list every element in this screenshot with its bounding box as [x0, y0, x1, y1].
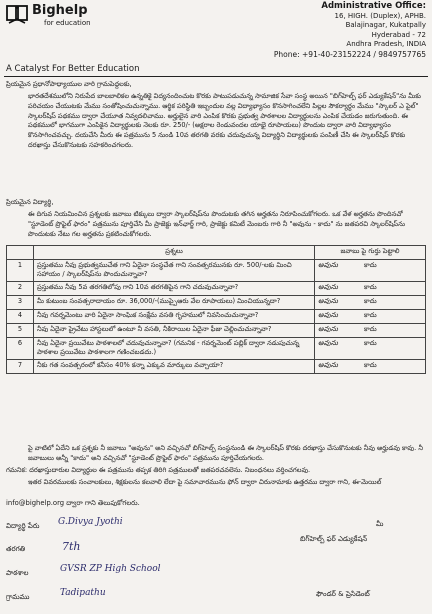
- address-line: Andhra Pradesh, INDIA: [346, 40, 426, 49]
- no-option[interactable]: కాదు: [364, 297, 377, 305]
- address-line: 16, HIGH. (Duplex), APHB.: [334, 11, 426, 20]
- village-field[interactable]: Tadipathu: [60, 588, 106, 598]
- question-text: మీ కుటుంబ సంవత్సరాదాయం రూ. 36,000/-(ముప్పైఆరు వేల రూపాయలు) మించియున్నదా?: [34, 296, 315, 310]
- brand-subtitle: for education: [44, 19, 91, 27]
- question-text: ప్రస్తుతము నీవు 5వ తరగతిలోపు గాని 10వ తరగతిపైన గాని చదువుచున్నావా?: [34, 282, 315, 296]
- row-number: 1: [7, 260, 34, 282]
- yes-option[interactable]: అవును: [318, 311, 338, 319]
- no-option[interactable]: కాదు: [364, 361, 377, 369]
- table-row: [7, 324, 426, 338]
- answer-cell: [315, 310, 426, 324]
- row-number: 3: [7, 296, 34, 310]
- yes-option[interactable]: అవును: [318, 261, 338, 269]
- bighelp-logo-icon: [6, 4, 28, 24]
- row-number: 4: [7, 310, 34, 324]
- answer-cell: [315, 282, 426, 296]
- brand-name: Bighelp: [32, 3, 88, 18]
- yes-option[interactable]: అవును: [318, 297, 338, 305]
- answer-cell: [315, 296, 426, 310]
- contact-paragraph: ఇతర వివరములకు సంచాలకులు, శిక్షకులను కలవాలి లేదా పై సమాచారమును ఫోన్ ద్వారా చిరునామాకు ఉత్తరము ద్వారా గాని, ఈ-మెయిల్: [28, 478, 382, 486]
- yes-option[interactable]: అవును: [318, 283, 338, 291]
- table-row: [7, 360, 426, 374]
- question-text: నీవు ఏదైనా ప్రయివేటు పాఠశాలలో చదువుచున్నావా? (గమనిక - గవర్నమెంట్ పబ్లిక్ ద్వారా నడుపుచున్న పాఠశాల ప్రయివేటు పాఠశాలగా గణించబడదు.): [34, 338, 315, 360]
- contact-email[interactable]: info@bighelp.org ద్వారా గాని తెలుపుకోగలరు.: [6, 499, 140, 507]
- village-label: గ్రామము: [6, 593, 30, 601]
- class-label: తరగతి: [6, 545, 26, 553]
- answer-cell: [315, 360, 426, 374]
- row-number: 5: [7, 324, 34, 338]
- student-name-field[interactable]: G.Divya Jyothi: [58, 517, 123, 527]
- result-paragraph: పై వాటిలో ఏదేని ఒక ప్రశ్నకు నీ జవాబు "అవును" అని వచ్చినచో బిగ్‌హెల్ప్ సంస్థనుండి ఈ స్కాలర్‌షిప్ కొరకు దరఖాస్తు చేసుకొనుటకు నీవు అర్హుడవు కావు. నీ జవాబులు అన్నీ "కాదు" అని వచ్చినచో "స్టూడెంట్ ప్రొఫైల్ ఫారం" పత్రమును పూర్తిచేయగలరు.: [28, 444, 423, 462]
- answer-cell: [315, 260, 426, 282]
- question-text: ప్రస్తుతము నీవు ప్రభుత్వముచేత గాని ఏదైనా సంస్థచేత గాని సంవత్సరమునకు రూ. 500/-లకు మించి సహాయం / స్కాలర్‌షిప్‌ను పొందుచున్నావా?: [34, 260, 315, 282]
- answer-cell: [315, 324, 426, 338]
- phone-numbers: Phone: +91-40-23152224 / 9849757765: [273, 49, 426, 59]
- questions-header: ప్రశ్నలు: [34, 246, 315, 260]
- school-label: పాఠశాల: [6, 569, 29, 577]
- row-number: 2: [7, 282, 34, 296]
- table-row: [7, 260, 426, 282]
- table-row: [7, 296, 426, 310]
- no-option[interactable]: కాదు: [364, 261, 377, 269]
- address-line: Hyderabad - 72: [371, 30, 426, 39]
- row-number: 7: [7, 360, 34, 374]
- question-text: నీవు గవర్నమెంటు వారి ఏదైనా సాంఘిక సంక్షేమ వసతి గృహములో నివసించుచున్నావా?: [34, 310, 315, 324]
- tagline: A Catalyst For Better Education: [6, 64, 140, 74]
- no-option[interactable]: కాదు: [364, 311, 377, 319]
- yes-option[interactable]: అవును: [318, 339, 338, 347]
- note-paragraph: గమనిక: దరఖాస్తుదారుల విద్యార్థుల ఈ పత్రమును తప్పక తిరిగి పత్రములతో జతపరచవలెను. నిబంధనలు వర్తించగలవు.: [6, 466, 311, 474]
- question-text: నీకు గత సంవత్సరంలో కనీసం 40% కన్నా ఎక్కువ మార్కులు వచ్చాయా?: [34, 360, 315, 374]
- answer-header: జవాబు పై గుర్తు పెట్టాలి: [315, 246, 426, 260]
- yes-option[interactable]: అవును: [318, 325, 338, 333]
- answer-cell: [315, 338, 426, 360]
- office-address: [206, 2, 426, 60]
- office-title: Administrative Office:: [321, 1, 426, 11]
- table-row: [7, 282, 426, 296]
- salutation-student: ప్రియమైన విద్యార్థి,: [6, 198, 54, 206]
- instructions-paragraph: ఈ దిగువ నియమించిన ప్రశ్నలకు జవాబు టిక్కులు ద్వారా స్కాలర్‌షిప్‌ను పొందుటకు తగిన అర్హతను నిరూపించుకోగలరు. ఒక వేళ అర్హతను పొందినచో "స్టూడెంట్ ప్రొఫైల్ ఫారం" పత్రమును పూర్తిచేసి మీ ప్రాజెక్టు ఇన్‌ఛార్జ్ గారి, ప్రాజెక్టు కమిటీ మెంబరు గారి నీ "అవును - కాదు" ను జతపరచి స్కాలర్‌షిప్‌ను పొందుటకు నేటు గల అర్హతను ప్రకటించుకోగలరు.: [28, 210, 406, 238]
- class-field[interactable]: 7th: [62, 540, 81, 553]
- serial-header: [7, 246, 34, 260]
- no-option[interactable]: కాదు: [364, 339, 377, 347]
- address-line: Balajinagar, Kukatpally: [345, 21, 426, 30]
- student-name-label: విద్యార్థి పేరు: [6, 522, 40, 530]
- no-option[interactable]: కాదు: [364, 325, 377, 333]
- table-row: [7, 310, 426, 324]
- signoff-organization: బిగ్‌హెల్ప్ ఫర్ ఎడ్యుకేషన్: [300, 535, 368, 543]
- row-number: 6: [7, 338, 34, 360]
- intro-paragraph: భారతదేశములోని నిరుపేద బాలబాలికల ఉన్నతికై విద్యనందించుట కొరకు పాటుపడుచున్న సామాజిక సేవా సంస్థ అయిన "బిగ్‌హెల్ప్ ఫర్ ఎడ్యుకేషన్"ను మీకు పరిచయం చేయుటకు మేము సంతోషించుచున్నాము. ఆర్థిక పరిస్థితి ఇబ్బందుల వల్ల విద్యాభ్యాసం కొనసాగించలేని పిల్లల సౌకర్యార్థం మేము "స్కాలర్ ఎ పైల్" స్కాలర్‌షిప్ పథకము ద్వారా చేయూత నివ్వదలిచాము. అర్హులైన వారి ఎంపిక కొరకు ప్రభుత్వ పాఠశాలల విద్యార్థులను ఎంపిక చేయడం జరుగుతుంది. ఈ పథకములో భాగముగా ఎంపికైన విద్యార్థులకు నెలకు రూ. 250/- (అక్షరాల రెండువందల యాభై రూపాయలు) పొందుట ద్వారా వారి విద్యాభ్యాసం కొనసాగించవచ్చు. దయచేసి మీరు ఈ పత్రమును 5 నుండి 10వ తరగతి వరకు చదువుచున్న విద్యార్థిని విద్యార్థులకు పంపిణీ చేసి ఈ స్కాలర్‌షిప్ కొరకు దరఖాస్తు చేసుకొనుటకు సహకరించగలరు.: [28, 92, 421, 149]
- question-text: నీవు ఏదైనా ప్రైవేటు హాస్టలులో ఉంటూ నీ వసతి, నీకిరాయిల ఏదైనా ఫీజు చెల్లించుచున్నావా?: [34, 324, 315, 338]
- eligibility-table: [6, 245, 426, 374]
- yes-option[interactable]: అవును: [318, 361, 338, 369]
- table-row: [7, 338, 426, 360]
- school-field[interactable]: GVSR ZP High School: [60, 564, 161, 574]
- signoff-role: ఫౌండర్ & ప్రెసిడెంట్: [316, 590, 370, 598]
- signoff-from: మీ: [376, 520, 384, 528]
- salutation-headmaster: ప్రియమైన ప్రధానోపాధ్యాయుల వారి గ్రామపెద్దలకు,: [6, 80, 132, 88]
- header-divider: [4, 76, 428, 77]
- table-header-row: [7, 246, 426, 260]
- no-option[interactable]: కాదు: [364, 283, 377, 291]
